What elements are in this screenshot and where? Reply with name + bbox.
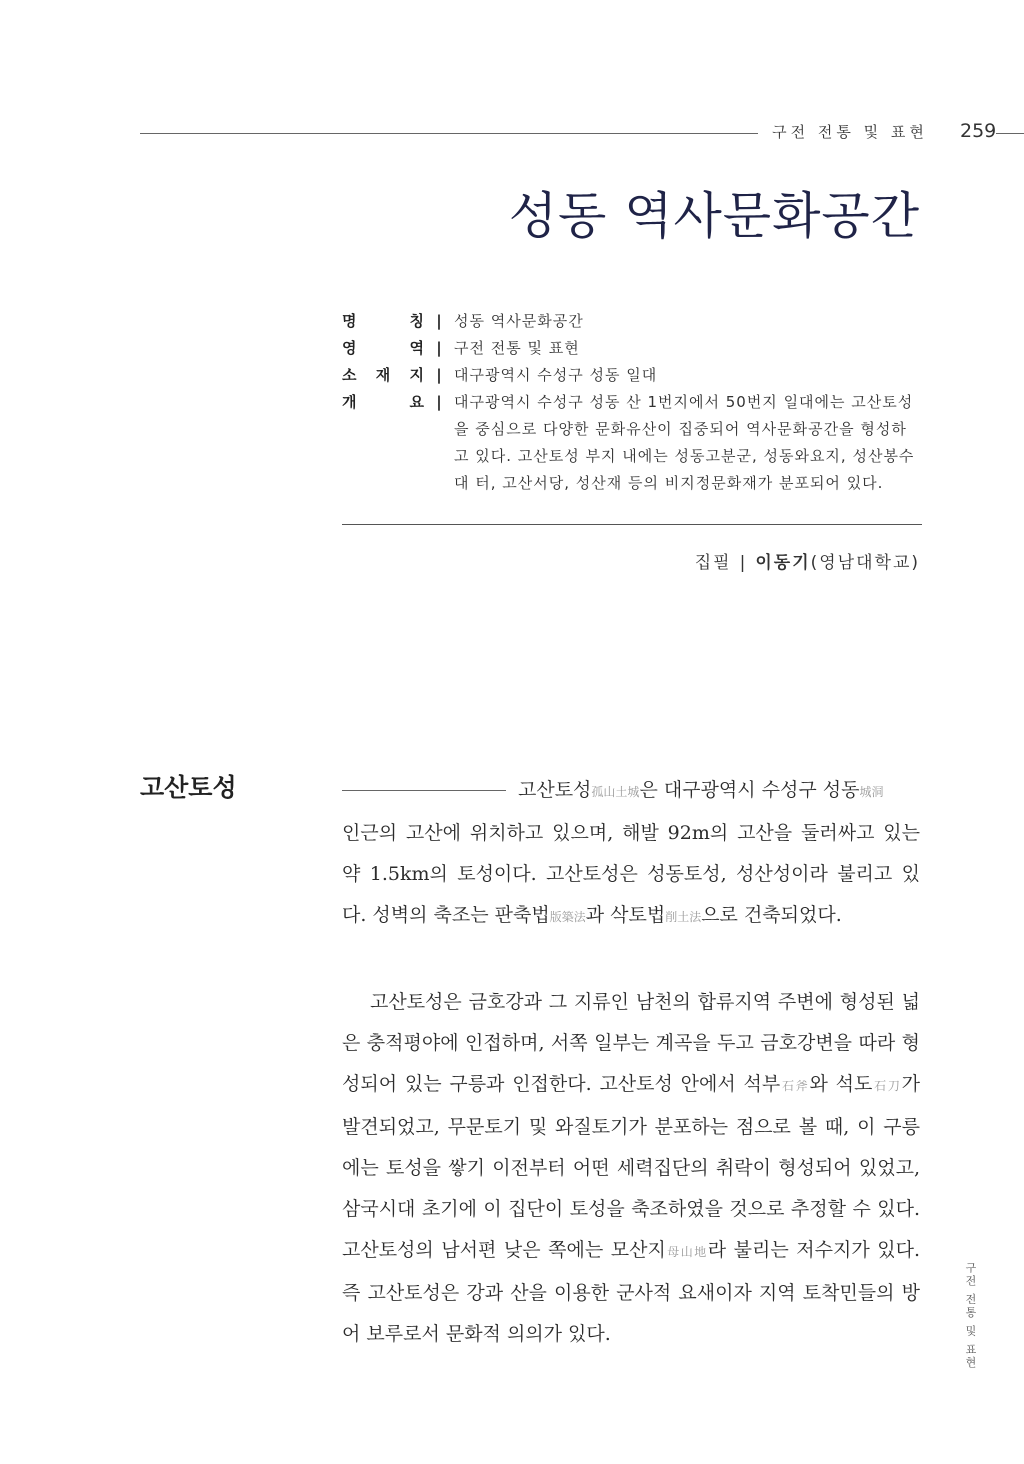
hanja-gloss: 孤山土城 [591, 785, 640, 799]
info-separator: | [436, 393, 442, 411]
page-number: 259 [960, 120, 997, 142]
hanja-gloss: 母山地 [665, 1245, 708, 1259]
page-number-rule [996, 133, 1024, 134]
section-heading: 고산토성 [140, 773, 237, 802]
author-separator: | [739, 553, 748, 573]
info-separator: | [436, 339, 442, 357]
info-divider [342, 524, 922, 525]
paragraph: 고산토성孤山土城은 대구광역시 수성구 성동城洞 인근의 고산에 위치하고 있으며, 해발 92m의 고산을 둘러싸고 있는 약 1.5km의 토성이다. 고산토성은 성동토성, 성산성이라 불리고 있다. 성벽의 축조는 판축법版築法과 삭토법削土法으로 건축되었다. [342, 770, 920, 938]
info-label: 개 요 [342, 393, 424, 411]
author-affiliation: (영남대학교) [810, 553, 920, 573]
author-credit [695, 548, 920, 573]
info-row-domain [342, 335, 922, 362]
info-table [342, 308, 922, 497]
hanja-gloss: 削土法 [665, 910, 702, 924]
side-section-label: 구전 전통 및 표현 [964, 1262, 977, 1370]
running-header-section: 구전 전통 및 표현 [772, 123, 928, 141]
info-row-overview [342, 389, 922, 497]
info-separator: | [436, 366, 442, 384]
header-rule [140, 133, 758, 134]
info-label: 영 역 [342, 339, 424, 357]
info-label: 소 재 지 [342, 366, 424, 384]
author-label: 집필 [694, 553, 732, 573]
hanja-gloss: 版築法 [549, 910, 586, 924]
info-value: 대구광역시 수성구 성동 일대 [454, 366, 658, 384]
info-value: 성동 역사문화공간 [454, 312, 584, 330]
hanja-gloss: 城洞 [859, 785, 884, 799]
info-row-name [342, 308, 922, 335]
author-name: 이동기 [755, 553, 811, 573]
info-separator: | [436, 312, 442, 330]
info-label: 명 칭 [342, 312, 424, 330]
paragraph: 고산토성은 금호강과 그 지류인 남천의 합류지역 주변에 형성된 넓은 충적평야에 인접하며, 서쪽 일부는 계곡을 두고 금호강변을 따라 형성되어 있는 구릉과 인접한다. 고산토성 안에서 석부石斧와 석도石刀가 발견되었고, 무문토기 및 와질토기가 분포하는 점으로 볼 때, 이 구릉에는 토성을 쌓기 이전부터 어떤 세력집단의 취락이 형성되어 있었고, 삼국시대 초기에 이 집단이 토성을 축조하였을 것으로 추정할 수 있다. 고산토성의 남서편 낮은 쪽에는 모산지母山地라 불리는 저수지가 있다. 즉 고산토성은 강과 산을 이용한 군사적 요새이자 지역 토착민들의 방어 보루로서 문화적 의의가 있다. [342, 991, 920, 1345]
page-title: 성동 역사문화공간 [508, 187, 920, 245]
hanja-gloss: 石刀 [872, 1079, 902, 1093]
info-value: 구전 전통 및 표현 [454, 339, 580, 357]
info-value: 대구광역시 수성구 성동 산 1번지에서 50번지 일대에는 고산토성을 중심으로 다양한 문화유산이 집중되어 역사문화공간을 형성하고 있다. 고산토성 부지 내에는 성동고분군, 성동와요지, 성산봉수대 터, 고산서당, 성산재 등의 비지정문화재가 분포되어 있다. [454, 393, 915, 492]
paragraph-first-line: 고산토성孤山土城은 대구광역시 수성구 성동城洞 [518, 779, 884, 801]
info-row-location [342, 362, 922, 389]
hanja-gloss: 石斧 [780, 1079, 810, 1093]
